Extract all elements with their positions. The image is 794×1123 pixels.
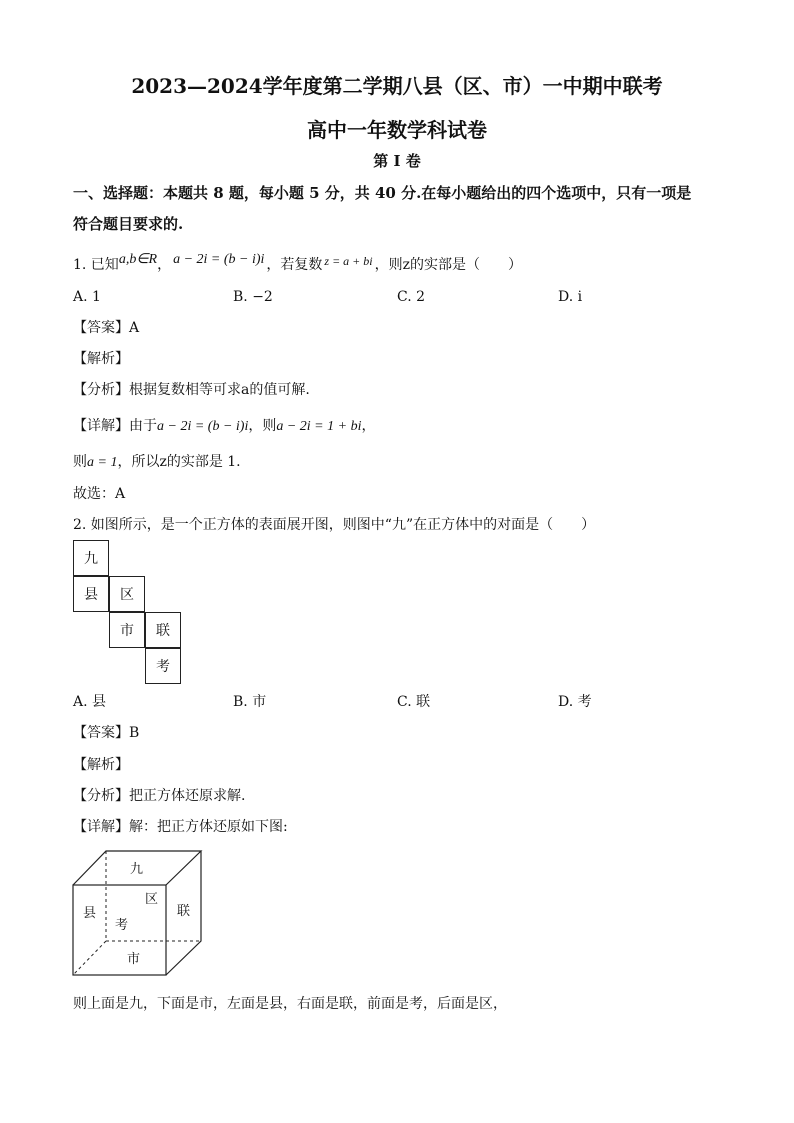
q1-stem-post: ，则z的实部是（ ） — [374, 257, 522, 273]
q1-option-b: B. −2 — [233, 289, 273, 305]
cube-label-left: 县 — [83, 906, 97, 921]
q1-option-c: C. 2 — [397, 289, 426, 305]
q1-then-pre: 则 — [73, 454, 87, 470]
q1-then-post: ，所以z的实部是 1. — [117, 454, 241, 470]
q1-detail-eq1: a − 2i = (b − i)i — [157, 419, 249, 434]
net-cell-xian: 县 — [73, 576, 109, 612]
q1-analysis-head: 【解析】 — [73, 351, 129, 367]
exam-subtitle: 高中一年数学科试卷 — [307, 118, 487, 142]
q2-detail: 【详解】解：把正方体还原如下图: — [73, 819, 288, 835]
section-heading-line1: 一、选择题：本题共 8 题，每小题 5 分，共 40 分.在每小题给出的四个选项中，只有一项是 — [73, 184, 692, 202]
q2-conclusion: 则上面是九，下面是市，左面是县，右面是联，前面是考，后面是区， — [73, 996, 507, 1012]
exam-title: 2023—2024学年度第二学期八县（区、市）一中期中联考 — [131, 74, 663, 98]
cube-figure — [70, 845, 210, 980]
q2-option-b: B. 市 — [233, 694, 267, 710]
q1-then-eq: a = 1 — [87, 455, 118, 470]
q1-stem-mid: ，若复数 — [266, 257, 323, 273]
q1-detail — [73, 417, 375, 436]
q1-detail-end: ， — [361, 418, 376, 434]
cube-label-right: 联 — [177, 904, 191, 919]
net-cell-shi: 市 — [109, 612, 145, 648]
cube-label-bottom: 市 — [127, 952, 141, 967]
net-cell-qu: 区 — [109, 576, 145, 612]
q1-comma: ， — [157, 257, 172, 273]
cube-label-top: 九 — [130, 862, 144, 877]
cube-label-front: 考 — [115, 918, 129, 933]
q1-detail-eq2: a − 2i = 1 + bi — [276, 419, 362, 434]
net-cell-jiu: 九 — [73, 540, 109, 576]
q1-detail-pre: 【详解】由于 — [73, 418, 157, 434]
q1-then — [73, 453, 241, 472]
cube-net-figure — [73, 540, 185, 684]
q1-cond1: a,b∈R — [118, 252, 158, 267]
net-cell-lian: 联 — [145, 612, 181, 648]
q2-stem: 2. 如图所示，是一个正方体的表面展开图，则图中“九”在正方体中的对面是（ ） — [73, 517, 596, 533]
q1-detail-mid: ，则 — [248, 418, 277, 434]
volume-label: 第 I 卷 — [373, 152, 421, 170]
q1-answer: 【答案】A — [73, 320, 140, 336]
net-cell-kao: 考 — [145, 648, 181, 684]
cube-label-back: 区 — [145, 892, 159, 907]
q2-answer: 【答案】B — [73, 725, 140, 741]
q1-cond2: a − 2i = (b − i)i — [173, 252, 265, 267]
q2-option-a: A. 县 — [73, 694, 107, 710]
q2-fenxi: 【分析】把正方体还原求解. — [73, 788, 246, 804]
q1-choose: 故选：A — [73, 486, 126, 502]
q1-stem-pre: 1. 已知 — [73, 257, 119, 273]
q1-fenxi: 【分析】根据复数相等可求a的值可解. — [73, 382, 310, 398]
q2-option-c: C. 联 — [397, 694, 431, 710]
section-heading-line2: 符合题目要求的. — [73, 215, 184, 233]
q1-z-expr: z = a + bi — [324, 254, 373, 268]
q1-option-a: A. 1 — [73, 289, 101, 305]
q2-analysis-head: 【解析】 — [73, 757, 129, 773]
q1-option-d: D. i — [558, 289, 583, 305]
q1-stem — [73, 252, 522, 275]
q2-option-d: D. 考 — [558, 694, 592, 710]
